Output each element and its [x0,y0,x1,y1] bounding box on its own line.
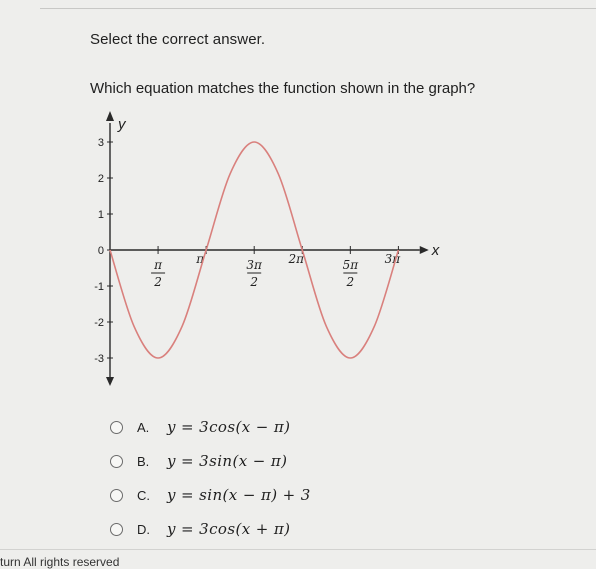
choice-letter: C. [137,487,150,503]
x-axis-arrow [420,246,429,254]
x-tick-denominator: 2 [346,275,355,289]
radio-button-a[interactable] [110,421,123,434]
x-tick-denominator: 2 [154,275,162,289]
radio-button-c[interactable] [110,489,123,502]
choice-equation: y = 3cos(x + π) [167,520,291,538]
choice-c[interactable] [110,478,311,512]
choice-letter: B. [137,453,150,469]
x-tick-numerator: 3π [246,258,262,272]
choice-b[interactable] [110,444,311,478]
choice-equation: y = sin(x − π) + 3 [167,486,311,504]
x-tick-numerator: π [154,258,163,272]
choice-d[interactable] [110,512,311,546]
x-tick-label: 3π [384,252,401,266]
top-divider [40,8,596,9]
x-tick-label: 2π [288,252,305,266]
y-tick-label: 0 [97,245,104,257]
choice-a[interactable] [110,410,311,444]
choice-letter: A. [137,419,150,435]
instruction-text: Select the correct answer. [90,31,266,48]
answer-choices [110,410,311,546]
choice-equation: y = 3sin(x − π) [167,452,288,470]
radio-button-b[interactable] [110,455,123,468]
choice-equation: y = 3cos(x − π) [167,418,291,436]
y-tick-label: 2 [97,173,104,185]
y-axis-label: y [118,116,126,133]
choice-letter: D. [137,521,150,537]
y-tick-label: -1 [94,281,104,293]
question-text: Which equation matches the function shown in the graph? [90,80,476,97]
function-graph [80,105,450,390]
y-tick-label: -3 [94,353,104,365]
copyright-footer: turn All rights reserved [0,555,120,569]
bottom-divider [0,549,596,550]
x-tick-label: π [196,252,205,266]
y-axis-arrow-down [106,377,114,386]
radio-button-d[interactable] [110,523,123,536]
y-tick-label: 1 [97,209,104,221]
x-tick-numerator: 5π [342,258,359,272]
x-axis-label: x [431,242,440,259]
y-axis-arrow-up [106,111,114,121]
y-tick-label: -2 [94,317,104,329]
x-tick-denominator: 2 [250,275,259,289]
y-tick-label: 3 [97,137,104,149]
